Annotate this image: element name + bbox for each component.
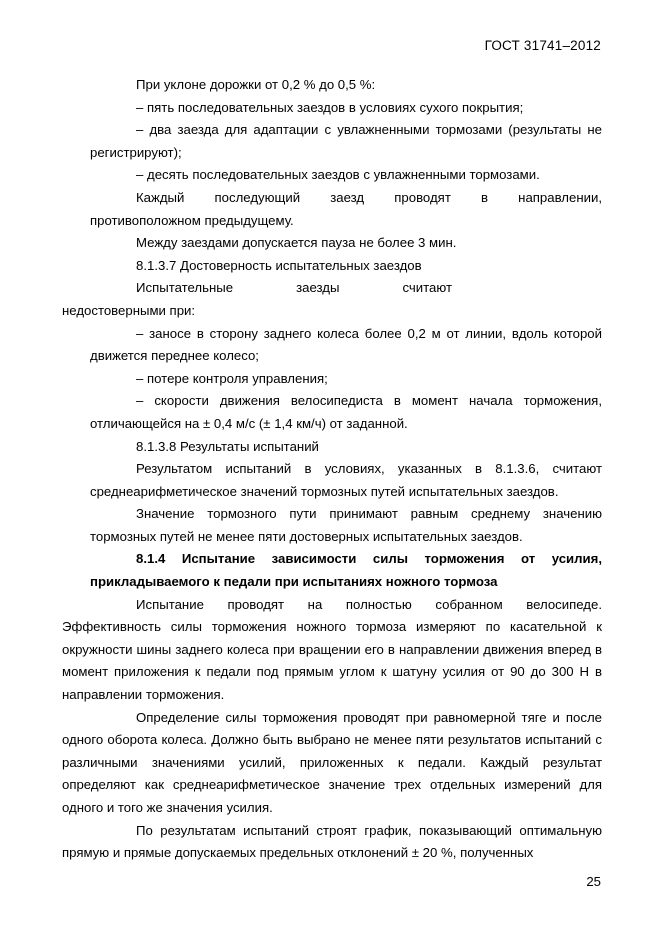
list-item-speed-deviation: – скорости движения велосипедиста в момент начала торможения, отличающейся на ± 0,4 м/с (± 1,4 км/ч) от заданной.: [90, 393, 602, 431]
paragraph-force-determination: Определение силы торможения проводят при равномерной тяге и после одного оборота колеса. Должно быть выбрано не менее пяти результатов испытаний с различными значениями усилий, приложенных к педали. Каждый результат определяют как среднеарифметическое значение трех отдельных измерений для одного и того же значения усилия.: [62, 709, 602, 815]
paragraph-invalid-line1: Испытательные заезды считают: [136, 280, 452, 296]
section-heading-8-1-3-8: 8.1.3.8 Результаты испытаний: [136, 438, 319, 454]
paragraph-slope-intro: При уклоне дорожки от 0,2 % до 0,5 %:: [136, 77, 376, 92]
paragraph-direction-line1: Каждый последующий заезд проводят в направлении,: [136, 189, 602, 205]
list-item-skid: – заносе в сторону заднего колеса более 0,2 м от линии, вдоль которой движется переднее колесо;: [90, 325, 602, 364]
section-heading-8-1-4: 8.1.4 Испытание зависимости силы торможения от усилия, прикладываемого к педали при испытаниях ножного тормоза: [90, 551, 602, 590]
paragraph-graph-construction: По результатам испытаний строят график, показывающий оптимальную прямую и прямые допускаемых предельных отклонений ± 20 %, полученных: [62, 822, 602, 861]
paragraph-pause: Между заездами допускается пауза не более 3 мин.: [136, 235, 457, 251]
list-item-dry-runs: – пять последовательных заездов в условиях сухого покрытия;: [136, 99, 524, 115]
document-code-header: ГОСТ 31741–2012: [484, 38, 601, 53]
list-item-wet-runs: – десять последовательных заездов с увлажненными тормозами.: [136, 167, 540, 183]
section-heading-8-1-3-7: 8.1.3.7 Достоверность испытательных заездов: [136, 257, 422, 273]
paragraph-braking-distance: Значение тормозного пути принимают равным среднему значению тормозных путей не менее пяти достоверных испытательных заездов.: [90, 506, 602, 544]
paragraph-direction-line2: противоположном предыдущему.: [90, 212, 294, 228]
paragraph-invalid-line2: недостоверными при:: [62, 302, 196, 318]
paragraph-result-definition: Результатом испытаний в условиях, указанных в 8.1.3.6, считают среднеарифметическое значений тормозных путей испытательных заездов.: [90, 461, 602, 499]
page-number: 25: [586, 874, 601, 889]
list-item-control-loss: – потере контроля управления;: [136, 370, 328, 386]
list-item-adaptation-runs: – два заезда для адаптации с увлажненными тормозами (результаты не регистрируют);: [90, 122, 602, 160]
document-body: [62, 74, 602, 865]
paragraph-test-procedure: Испытание проводят на полностью собранном велосипеде. Эффективность силы торможения ножного тормоза измеряют по касательной к окружности шины заднего колеса при вращении его в направлении движения вперед в момент приложения к педали под прямым углом к шатуну усилия от 90 до 300 Н в направлении торможения.: [62, 596, 602, 703]
